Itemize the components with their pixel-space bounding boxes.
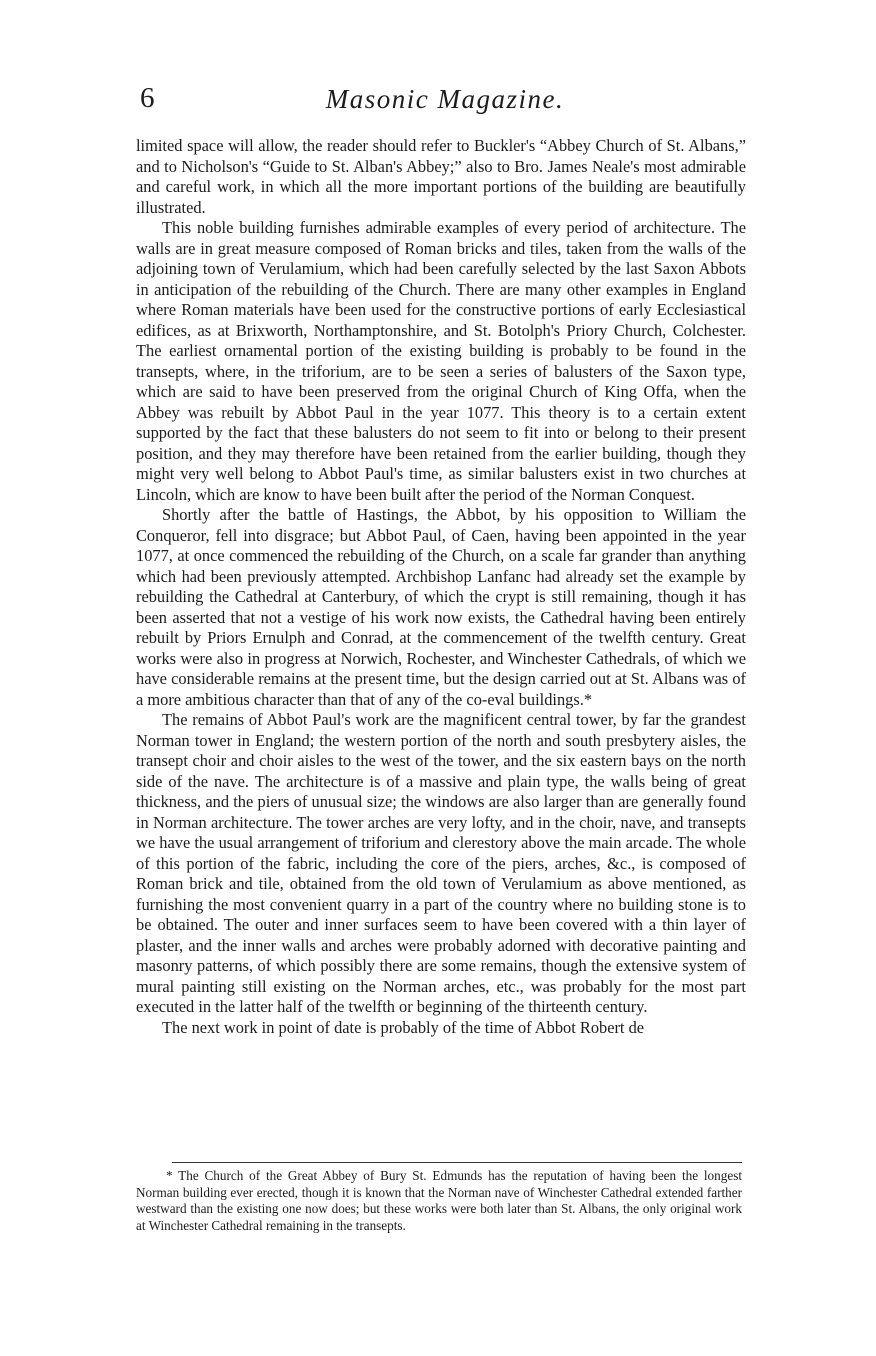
body-text — [136, 136, 746, 1038]
page-header — [140, 80, 750, 120]
paragraph-3: Shortly after the battle of Hastings, the Abbot, by his opposition to William the Conqueror, fell into disgrace; but Abbot Paul, of Caen, having been appointed in the year 1077, at once commenced the rebuilding of the Church, on a scale far grander than anything which had been previously attempted. Archbishop Lanfanc had already set the example by rebuilding the Cathedral at Canterbury, of which the crypt is still remaining, though it has been asserted that not a vestige of his work now exists, the Cathedral having been entirely rebuilt by Priors Ernulph and Conrad, at the commencement of the twelfth century. Great works were also in progress at Norwich, Rochester, and Winchester Cathedrals, of which we have considerable remains at the present time, but the design carried out at St. Albans was of a more ambitious character than that of any of the co-eval buildings.* — [136, 505, 746, 709]
paragraph-4: The remains of Abbot Paul's work are the magnificent central tower, by far the grandest Norman tower in England; the western portion of the north and south presbytery aisles, the transept choir and choir aisles to the west of the tower, and the six eastern bays on the north side of the nave. The architecture is of a massive and plain type, the walls being of great thickness, and the piers of unusual size; the windows are also larger than are generally found in Norman architecture. The tower arches are very lofty, and in the choir, nave, and transepts we have the usual arrangement of triforium and clerestory above the main arcade. The whole of this portion of the fabric, including the core of the piers, arches, &c., is composed of Roman brick and tile, obtained from the old town of Verulamium as above mentioned, as furnishing the most convenient quarry in a part of the country where no building stone is to be obtained. The outer and inner surfaces seem to have been covered with a thin layer of plaster, and the inner walls and arches were probably adorned with decorative painting and masonry patterns, of which possibly there are some remains, though the extensive system of mural painting still existing on the Norman arches, etc., was probably for the most part executed in the latter half of the twelfth or beginning of the thirteenth century. — [136, 710, 746, 1016]
paragraph-1: limited space will allow, the reader should refer to Buckler's “Abbey Church of St. Albans,” and to Nicholson's “Guide to St. Alban's Abbey;” also to Bro. James Neale's most admirable and careful work, in which all the more important portions of the building are beautifully illustrated. — [136, 136, 746, 217]
paragraph-2: This noble building furnishes admirable examples of every period of architecture. The walls are in great measure composed of Roman bricks and tiles, taken from the walls of the adjoining town of Verulamium, which had been carefully selected by the last Saxon Abbots in anticipation of the rebuilding of the Church. There are many other examples in England where Roman materials have been used for the constructive portions of early Ecclesiastical edifices, as at Brixworth, Northamptonshire, and St. Botolph's Priory Church, Colchester. The earliest ornamental portion of the existing building is probably to be found in the transepts, where, in the triforium, are to be seen a series of balusters of the Saxon type, which are said to have been preserved from the original Church of King Offa, when the Abbey was rebuilt by Abbot Paul in the year 1077. This theory is to a certain extent supported by the fact that these balusters do not seem to fit into or belong to their present position, and they may therefore have been retained from the earlier building, though they might very well belong to Abbot Paul's time, as similar balusters exist in two churches at Lincoln, which are know to have been built after the period of the Norman Conquest. — [136, 218, 746, 504]
paragraph-5: The next work in point of date is probably of the time of Abbot Robert de — [162, 1017, 645, 1037]
running-title: Masonic Magazine. — [325, 84, 565, 114]
footnote: * The Church of the Great Abbey of Bury St. Edmunds has the reputation of having been the longest Norman building ever erected, though it is known that the Norman nave of Winchester Cathedral extended farther westward than the existing one now does; but these works were both later than St. Albans, the only original work at Winchester Cathedral remaining in the transepts. — [136, 1168, 742, 1233]
page-number: 6 — [140, 82, 155, 114]
footnote-divider — [172, 1162, 742, 1163]
